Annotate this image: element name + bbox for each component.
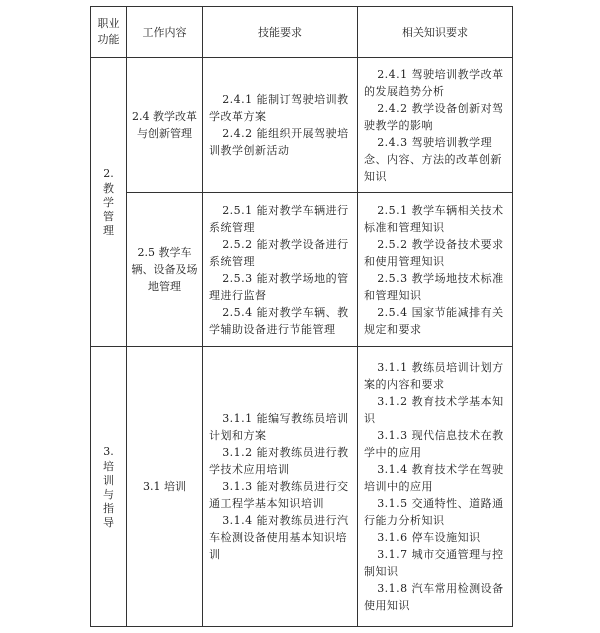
knowledge-item: 3.1.7 城市交通管理与控制知识 <box>364 548 504 578</box>
func-number: 2. <box>103 167 114 180</box>
curriculum-table <box>90 6 513 627</box>
knowledge-item: 3.1.5 交通特性、道路通行能力分析知识 <box>364 497 504 527</box>
func-number: 3. <box>103 444 114 458</box>
content-cell: 2.4 教学改革与创新管理 <box>127 58 203 193</box>
skills-cell <box>203 193 358 347</box>
knowledge-item: 3.1.4 教育技术学在驾驶培训中的应用 <box>364 463 504 493</box>
knowledge-cell <box>358 193 513 347</box>
knowledge-item: 2.4.1 驾驶培训教学改革的发展趋势分析 <box>364 67 504 98</box>
skill-item: 3.1.3 能对教练员进行交通工程学基本知识培训 <box>209 480 349 510</box>
header-skills: 技能要求 <box>203 7 358 58</box>
skill-item: 2.5.4 能对教学车辆、教学辅助设备进行节能管理 <box>209 305 349 336</box>
knowledge-item: 2.5.2 教学设备技术要求和使用管理知识 <box>364 237 504 268</box>
table-row <box>91 347 513 627</box>
skill-item: 3.1.2 能对教练员进行教学技术应用培训 <box>209 446 349 476</box>
func-cell-teaching-management <box>91 58 127 347</box>
skill-item: 2.5.2 能对教学设备进行系统管理 <box>209 237 349 268</box>
knowledge-item: 2.4.2 教学设备创新对驾驶教学的影响 <box>364 101 504 132</box>
skill-item: 2.5.1 能对教学车辆进行系统管理 <box>209 203 349 234</box>
table-row <box>91 193 513 347</box>
header-row <box>91 7 513 58</box>
knowledge-item: 3.1.6 停车设施知识 <box>377 531 481 544</box>
func-name: 教学管理 <box>103 182 114 237</box>
skill-item: 2.5.3 能对教学场地的管理进行监督 <box>209 271 349 302</box>
header-knowledge: 相关知识要求 <box>358 7 513 58</box>
knowledge-item: 2.5.1 教学车辆相关技术标准和管理知识 <box>364 203 504 234</box>
knowledge-cell <box>358 347 513 627</box>
func-cell-training-guidance <box>91 347 127 627</box>
header-content: 工作内容 <box>127 7 203 58</box>
knowledge-item: 3.1.1 教练员培训计划方案的内容和要求 <box>364 361 504 391</box>
knowledge-item: 3.1.3 现代信息技术在教学中的应用 <box>364 429 504 459</box>
knowledge-item: 3.1.8 汽车常用检测设备使用知识 <box>364 582 504 612</box>
header-func: 职业功能 <box>91 7 127 58</box>
skill-item: 2.4.1 能制订驾驶培训教学改革方案 <box>209 93 349 123</box>
skill-item: 3.1.1 能编写教练员培训计划和方案 <box>209 412 349 442</box>
content-cell: 3.1 培训 <box>127 347 203 627</box>
func-name: 培训与指导 <box>103 459 114 529</box>
skill-item: 2.4.2 能组织开展驾驶培训教学创新活动 <box>209 127 349 157</box>
table-row <box>91 58 513 193</box>
knowledge-cell <box>358 58 513 193</box>
skill-item: 3.1.4 能对教练员进行汽车检测设备使用基本知识培训 <box>209 514 349 561</box>
skills-cell <box>203 58 358 193</box>
knowledge-item: 2.5.4 国家节能减排有关规定和要求 <box>364 305 504 336</box>
knowledge-item: 3.1.2 教育技术学基本知识 <box>364 395 504 425</box>
knowledge-item: 2.4.3 驾驶培训教学理念、内容、方法的改革创新知识 <box>364 135 502 183</box>
skills-cell <box>203 347 358 627</box>
knowledge-item: 2.5.3 教学场地技术标准和管理知识 <box>364 271 504 302</box>
content-cell: 2.5 教学车辆、设备及场地管理 <box>127 193 203 347</box>
